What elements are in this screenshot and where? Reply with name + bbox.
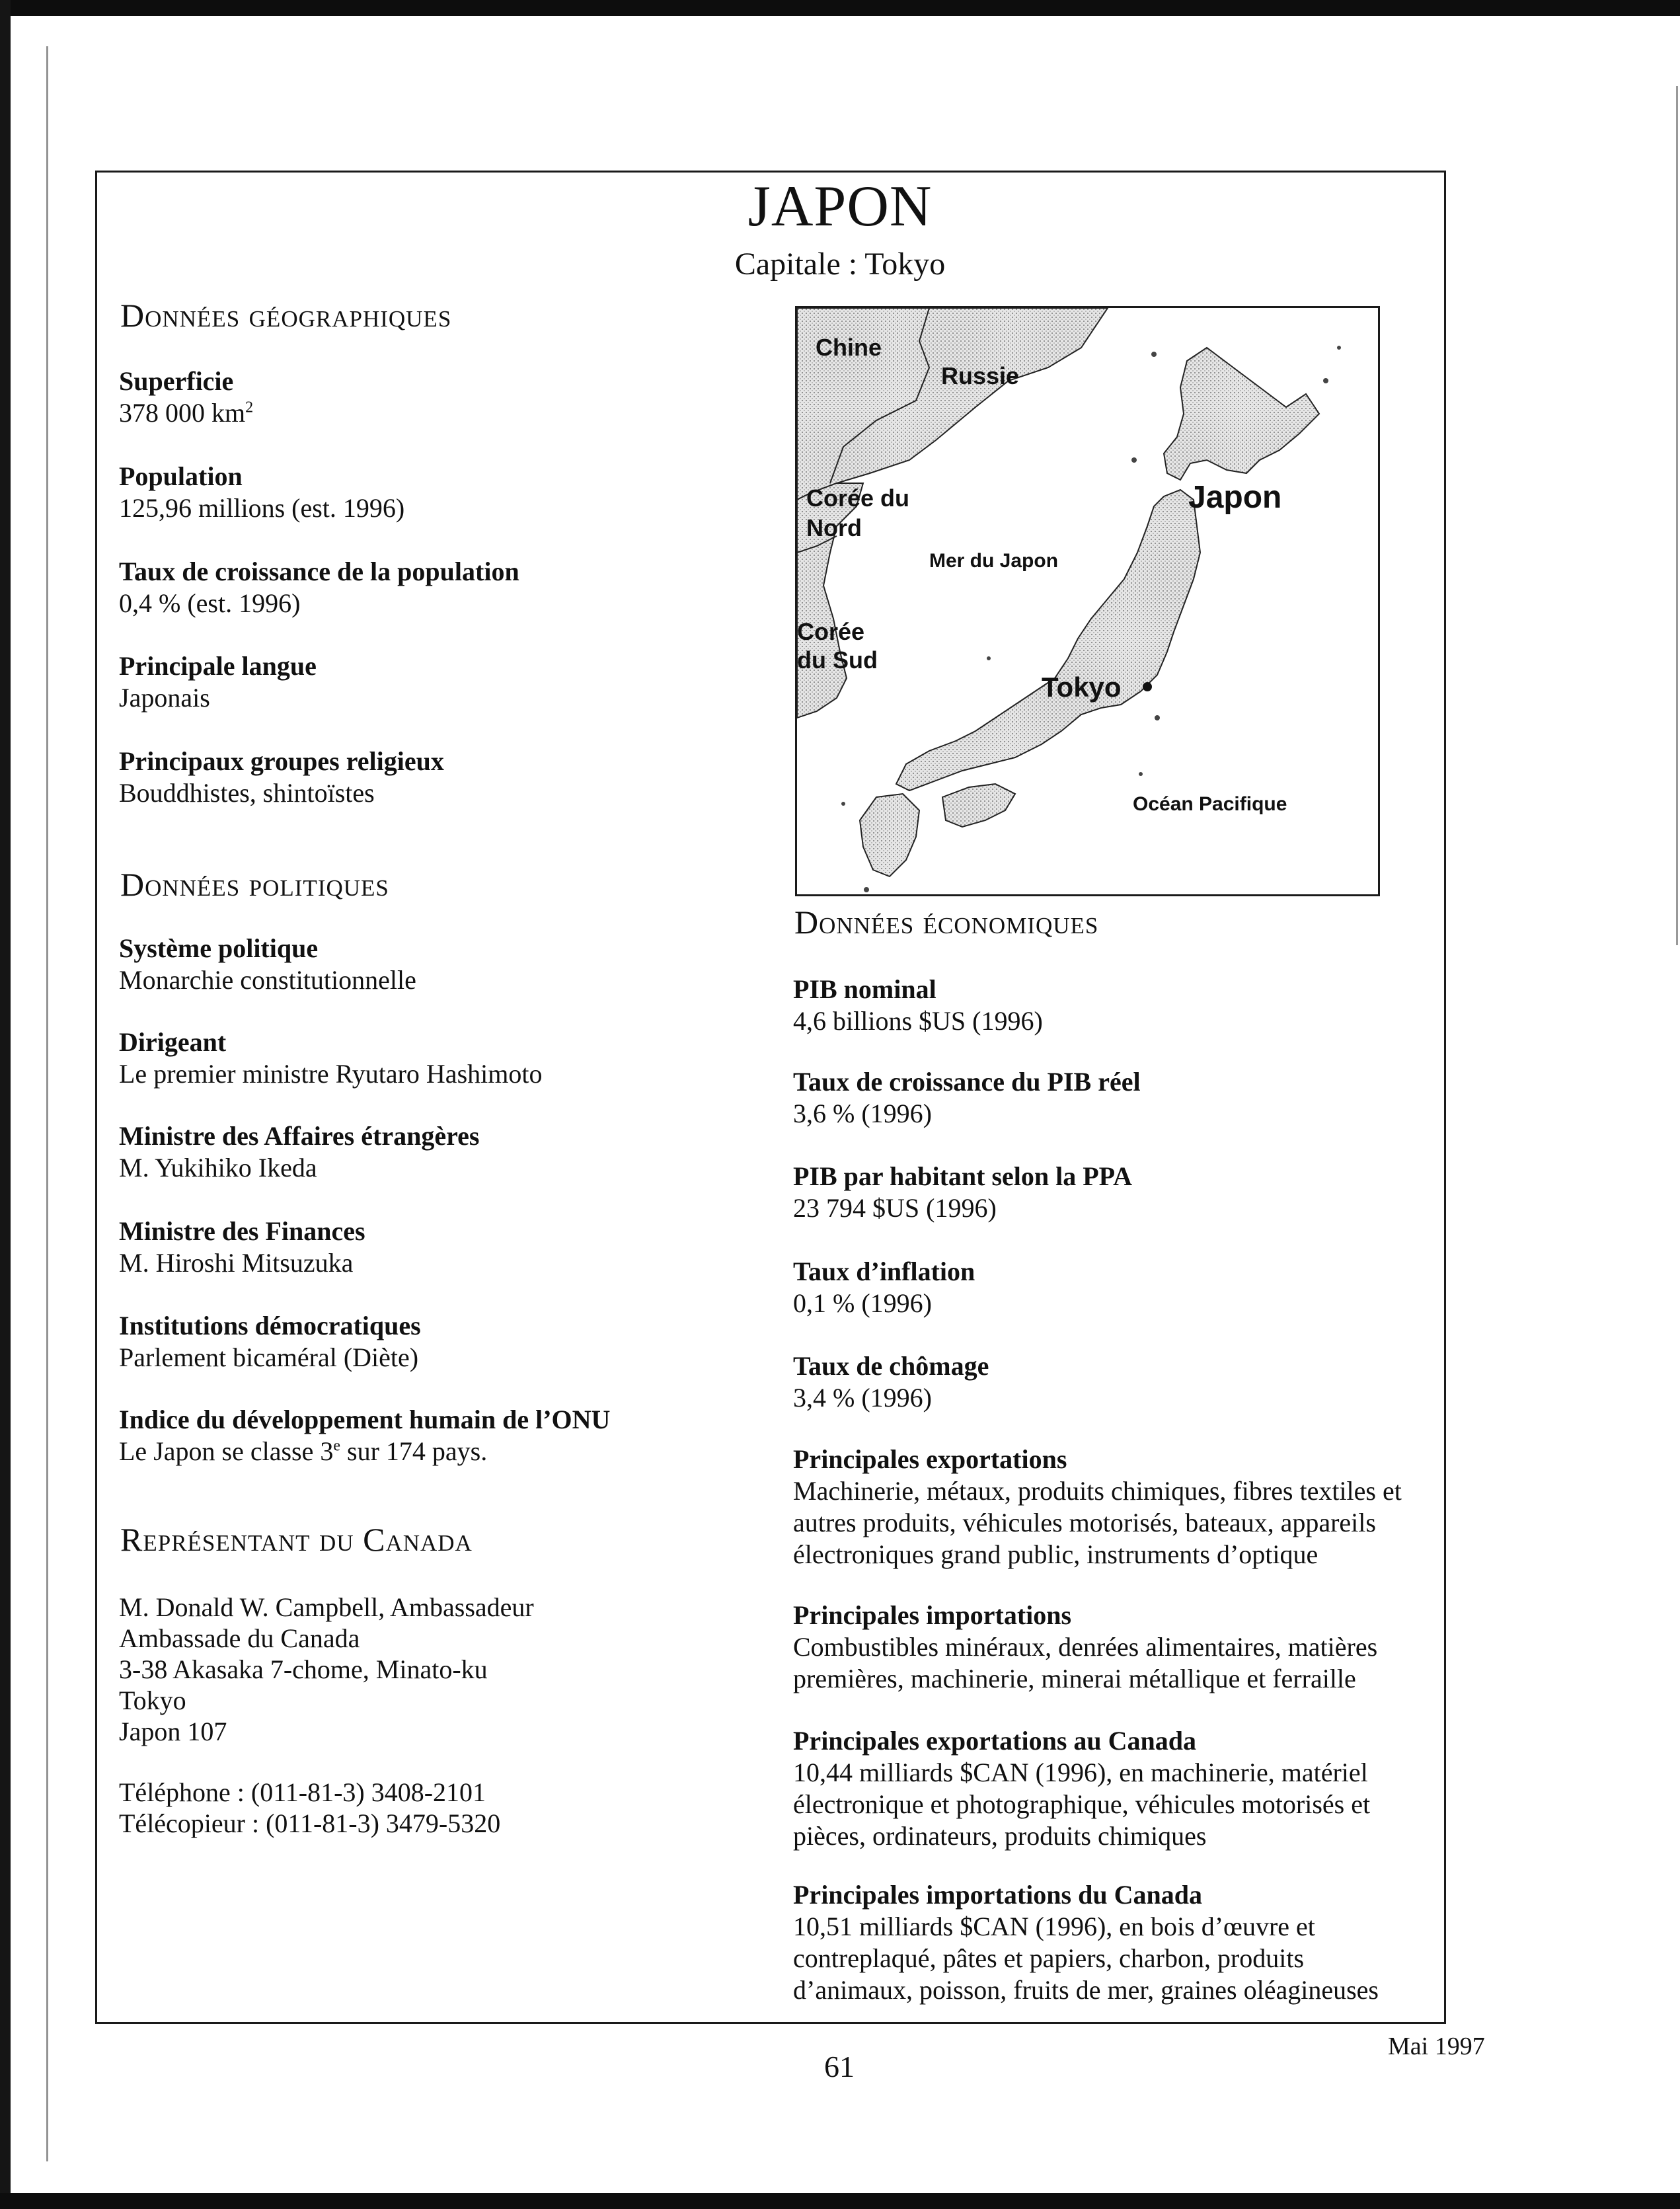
page-title: JAPON (747, 174, 933, 239)
langue-value: Japonais (119, 683, 210, 713)
pol-finances (119, 1216, 365, 1279)
map-label-china: Chine (816, 334, 882, 361)
geo-superficie (119, 366, 253, 429)
japan-map (795, 306, 1380, 896)
eco-export-canada (793, 1725, 1370, 1852)
systeme-label: Système politique (119, 933, 319, 963)
import-canada-line: 10,51 milliards $CAN (1996), en bois d’œuvre et (793, 1912, 1315, 1941)
import-canada-line: d’animaux, poisson, fruits de mer, graines oléagineuses (793, 1975, 1379, 2005)
inflation-label: Taux d’inflation (793, 1257, 975, 1286)
scan-border-bottom (0, 2193, 1680, 2209)
croissance-value: 0,4 % (est. 1996) (119, 588, 301, 618)
map-label-japan: Japon (1188, 480, 1282, 515)
geo-population (119, 461, 404, 524)
population-label: Population (119, 461, 243, 491)
eco-import-canada (793, 1879, 1379, 2006)
eco-chomage (793, 1350, 989, 1414)
inflation-value: 0,1 % (1996) (793, 1288, 932, 1318)
page-number: 61 (824, 2050, 855, 2083)
address-line: Tokyo (119, 1686, 186, 1715)
religion-label: Principaux groupes religieux (119, 746, 444, 776)
address-line: Ambassade du Canada (119, 1623, 360, 1653)
map-label-south-korea: Corée (797, 618, 865, 645)
representative-contact (119, 1777, 500, 1839)
address-line: 3-38 Akasaka 7-chome, Minato-ku (119, 1654, 488, 1684)
pib-value: 4,6 billions $US (1996) (793, 1006, 1043, 1036)
geo-heading: Données géographiques (120, 297, 452, 334)
idh-value: Le Japon se classe 3e sur 174 pays. (119, 1436, 488, 1466)
import-canada-line: contreplaqué, pâtes et papiers, charbon, produits (793, 1943, 1305, 1973)
geo-religion (119, 746, 444, 809)
croissance-label: Taux de croissance de la population (119, 557, 519, 586)
chomage-label: Taux de chômage (793, 1351, 989, 1381)
address-line: M. Donald W. Campbell, Ambassadeur (119, 1592, 534, 1622)
population-value: 125,96 millions (est. 1996) (119, 493, 405, 523)
dirigeant-label: Dirigeant (119, 1027, 227, 1057)
chomage-value: 3,4 % (1996) (793, 1383, 932, 1413)
pol-systeme (119, 933, 416, 996)
idh-label: Indice du développement humain de l’ONU (119, 1405, 611, 1434)
exportations-label: Principales exportations (793, 1444, 1067, 1474)
scan-border-top (0, 0, 1680, 16)
finances-value: M. Hiroshi Mitsuzuka (119, 1248, 354, 1278)
export-canada-line: 10,44 milliards $CAN (1996), en machinerie, matériel (793, 1758, 1368, 1787)
politics-heading: Données politiques (120, 866, 389, 903)
langue-label: Principale langue (119, 651, 317, 681)
eco-pib (793, 974, 1043, 1037)
map-label-russia: Russie (941, 362, 1020, 389)
ppa-value: 23 794 $US (1996) (793, 1193, 997, 1223)
representative-address (119, 1592, 534, 1747)
telephone: Téléphone : (011-81-3) 3408-2101 (119, 1777, 486, 1807)
finances-label: Ministre des Finances (119, 1216, 365, 1246)
eco-importations (793, 1600, 1377, 1695)
map-label-south-korea: du Sud (797, 646, 878, 674)
geo-langue (119, 650, 317, 714)
croissance-pib-label: Taux de croissance du PIB réel (793, 1067, 1141, 1097)
croissance-pib-value: 3,6 % (1996) (793, 1099, 932, 1128)
capital-subtitle: Capitale : Tokyo (734, 247, 946, 282)
superficie-value: 378 000 $km^2$ (119, 398, 254, 428)
pol-institutions (119, 1310, 421, 1374)
map-label-sea-of-japan: Mer du Japon (929, 550, 1059, 572)
fax: Télécopieur : (011-81-3) 3479-5320 (119, 1808, 501, 1838)
map-label-pacific-ocean: Océan Pacifique (1133, 793, 1287, 815)
eco-exportations (793, 1444, 1402, 1570)
import-canada-label: Principales importations du Canada (793, 1880, 1202, 1910)
superficie-label: Superficie (119, 366, 234, 396)
affaires-label: Ministre des Affaires étrangères (119, 1121, 480, 1151)
address-line: Japon 107 (119, 1717, 227, 1746)
ppa-label: PIB par habitant selon la PPA (793, 1161, 1133, 1191)
pol-idh (119, 1404, 610, 1467)
map-label-north-korea: Corée du (806, 484, 910, 512)
affaires-value: M. Yukihiko Ikeda (119, 1153, 317, 1182)
scan-border-left (0, 0, 11, 2209)
exportations-line: Machinerie, métaux, produits chimiques, fibres textiles et (793, 1476, 1402, 1506)
pib-label: PIB nominal (793, 974, 936, 1004)
economy-heading: Données économiques (794, 904, 1099, 941)
pol-affaires (119, 1120, 479, 1184)
systeme-value: Monarchie constitutionnelle (119, 965, 416, 995)
eco-ppa (793, 1161, 1132, 1224)
tokyo-marker (1143, 682, 1152, 691)
eco-croissance-pib (793, 1066, 1141, 1130)
dirigeant-value: Le premier ministre Ryutaro Hashimoto (119, 1059, 543, 1089)
institutions-value: Parlement bicaméral (Diète) (119, 1342, 419, 1372)
pol-dirigeant (119, 1027, 542, 1090)
geo-croissance (119, 556, 519, 619)
importations-label: Principales importations (793, 1600, 1072, 1630)
institutions-label: Institutions démocratiques (119, 1311, 421, 1340)
importations-line: premières, machinerie, minerai métallique et ferraille (793, 1664, 1356, 1693)
religion-value: Bouddhistes, shintoïstes (119, 778, 375, 808)
map-label-north-korea: Nord (806, 514, 862, 541)
representative-heading: Représentant du Canada (120, 1521, 473, 1558)
exportations-line: électroniques grand public, instruments d’optique (793, 1539, 1318, 1569)
export-canada-label: Principales exportations au Canada (793, 1726, 1197, 1756)
export-canada-line: pièces, ordinateurs, produits chimiques (793, 1821, 1207, 1851)
export-canada-line: électronique et photographique, véhicules motorisés et (793, 1789, 1371, 1819)
publication-date: Mai 1997 (1388, 2033, 1485, 2060)
exportations-line: autres produits, véhicules motorisés, bateaux, appareils (793, 1508, 1376, 1537)
importations-line: Combustibles minéraux, denrées alimentaires, matières (793, 1632, 1378, 1662)
eco-inflation (793, 1256, 975, 1319)
map-label-tokyo: Tokyo (1042, 672, 1122, 703)
scan-binding-shadow (46, 46, 48, 2161)
